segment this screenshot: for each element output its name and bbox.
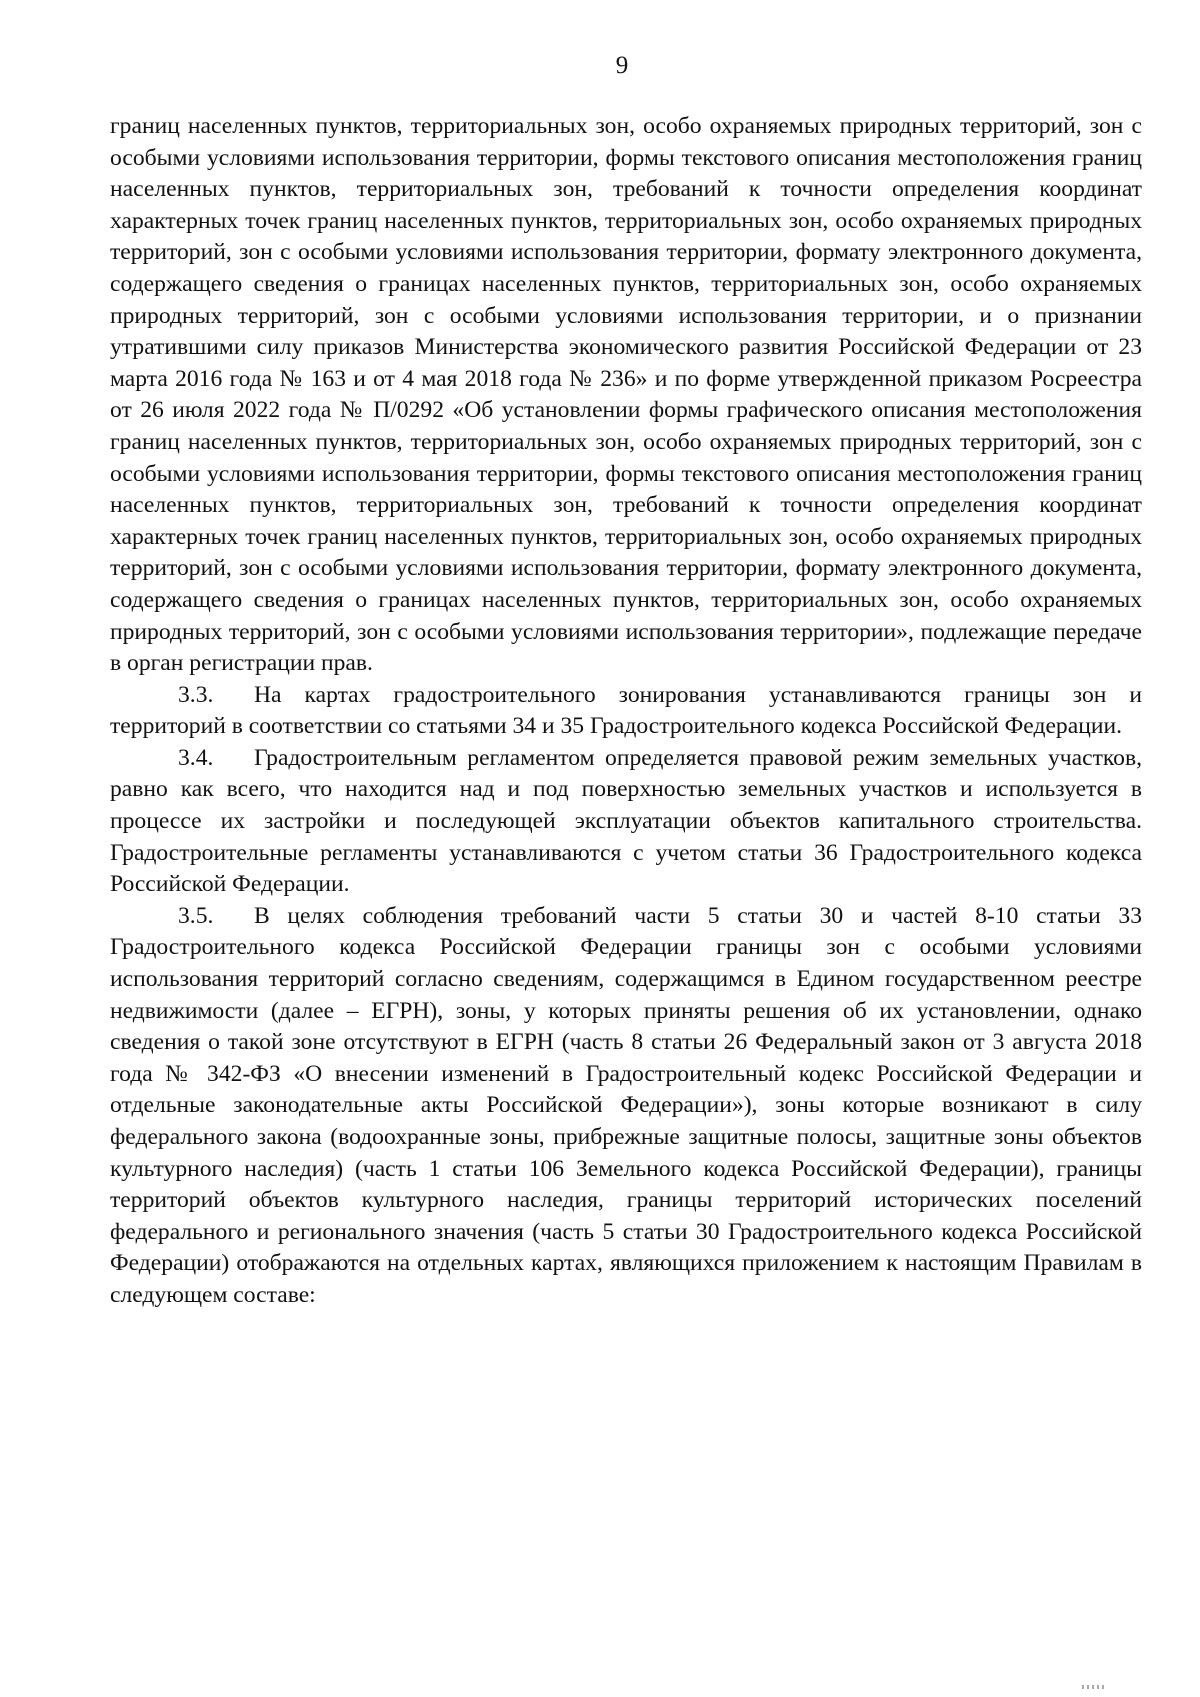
paragraph-continuation bbox=[110, 111, 1142, 680]
scan-artifact bbox=[1082, 1685, 1106, 1689]
paragraph-text: На картах градостроительного зонирования устанавливаются границы зон и территорий в соответствии со статьями 34 и 35 Градостроительного кодекса Российской Федерации. bbox=[110, 681, 1142, 740]
clause-number: 3.4. bbox=[178, 744, 214, 771]
document-body bbox=[110, 111, 1142, 1312]
clause-number: 3.5. bbox=[178, 902, 214, 929]
page-number: 9 bbox=[615, 52, 629, 79]
paragraph-3-4 bbox=[110, 743, 1142, 901]
paragraph-3-3 bbox=[110, 680, 1142, 743]
paragraph-3-5 bbox=[110, 901, 1142, 1312]
paragraph-text: границ населенных пунктов, территориальных зон, особо охраняемых природных территорий, зон с особыми условиями использования территории, формы текстового описания местоположения границ населенных пунктов, территориальных зон, требований к точности определения координат характерных точек границ населенных пунктов, территориальных зон, особо охраняемых природных территорий, зон с особыми условиями использования территории, формату электронного документа, содержащего сведения о границах населенных пунктов, территориальных зон, особо охраняемых природных территорий, зон с особыми условиями использования территории, и о признании утратившими силу приказов Министерства экономического развития Российской Федерации от 23 марта 2016 года № 163 и от 4 мая 2018 года № 236» и по форме утвержденной приказом Росреестра от 26 июля 2022 года № П/0292 «Об установлении формы графического описания местоположения границ населенных пунктов, территориальных зон, особо охраняемых природных территорий, зон с особыми условиями использования территории, формы текстового описания местоположения границ населенных пунктов, территориальных зон, требований к точности определения координат характерных точек границ населенных пунктов, территориальных зон, особо охраняемых природных территорий, зон с особыми условиями использования территории, формату электронного документа, содержащего сведения о границах населенных пунктов, территориальных зон, особо охраняемых природных территорий, зон с особыми условиями использования территории», подлежащие передаче в орган регистрации прав. bbox=[110, 113, 1142, 677]
paragraph-text: Градостроительным регламентом определяется правовой режим земельных участков, равно как всего, что находится над и под поверхностью земельных участков и используется в процессе их застройки и последующей эксплуатации объектов капитального строительства. Градостроительные регламенты устанавливаются с учетом статьи 36 Градостроительного кодекса Российской Федерации. bbox=[110, 744, 1142, 898]
paragraph-text: В целях соблюдения требований части 5 статьи 30 и частей 8-10 статьи 33 Градостроительного кодекса Российской Федерации границы зон с особыми условиями использования территорий согласно сведениям, содержащимся в Едином государственном реестре недвижимости (далее – ЕГРН), зоны, у которых приняты решения об их установлении, однако сведения о такой зоне отсутствуют в ЕГРН (часть 8 статьи 26 Федеральный закон от 3 августа 2018 года № 342-ФЗ «О внесении изменений в Градостроительный кодекс Российской Федерации и отдельные законодательные акты Российской Федерации»), зоны которые возникают в силу федерального закона (водоохранные зоны, прибрежные защитные полосы, защитные зоны объектов культурного наследия) (часть 1 статьи 106 Земельного кодекса Российской Федерации), границы территорий объектов культурного наследия, границы территорий исторических поселений федерального и регионального значения (часть 5 статьи 30 Градостроительного кодекса Российской Федерации) отображаются на отдельных картах, являющихся приложением к настоящим Правилам в следующем составе: bbox=[110, 902, 1142, 1308]
clause-number: 3.3. bbox=[178, 681, 214, 708]
